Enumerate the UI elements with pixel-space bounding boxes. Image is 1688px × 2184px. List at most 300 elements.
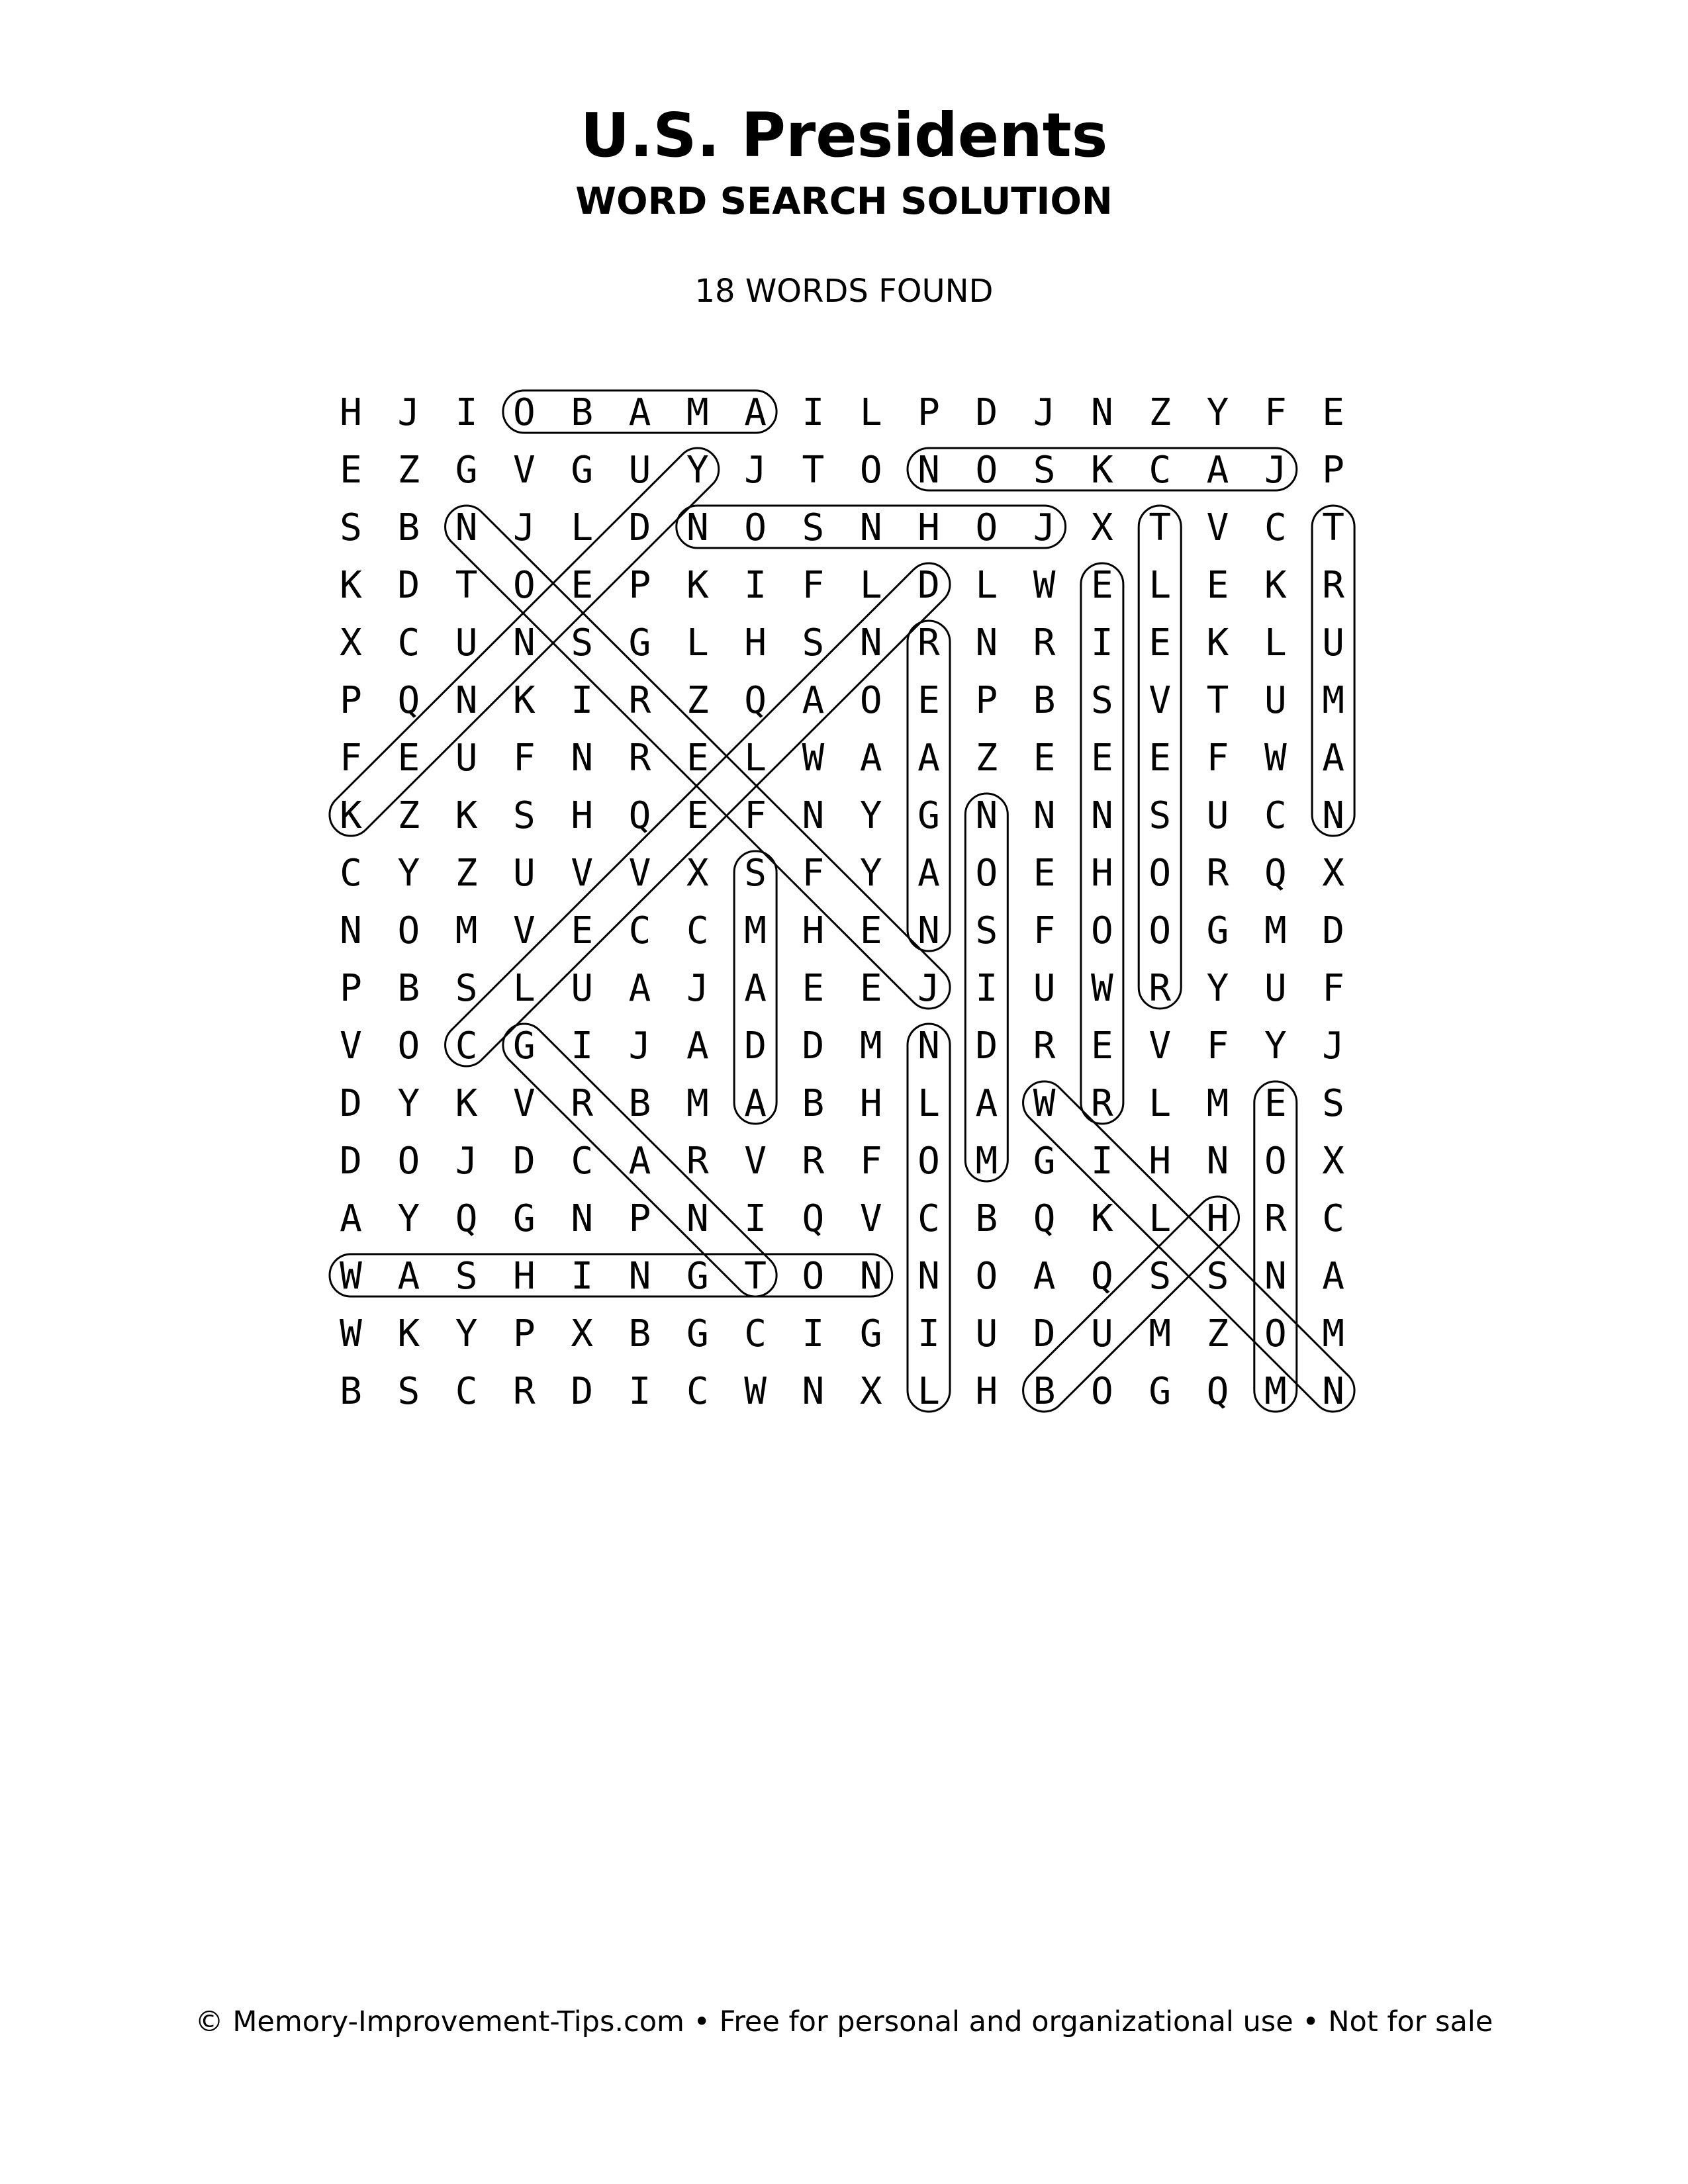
grid-letter: K [340,794,362,837]
grid-letter: R [1264,1197,1287,1240]
grid-letter: E [1091,1024,1113,1068]
grid-letter: M [1149,1312,1172,1355]
grid-letter: D [1322,909,1344,952]
grid-letter: Y [1206,967,1229,1010]
grid-letter: C [455,1370,478,1413]
grid-letter: U [571,967,594,1010]
grid-letter: I [1091,1140,1113,1183]
grid-letter: V [513,449,536,492]
grid-letter: T [1206,679,1229,722]
grid-letter: Y [397,1197,420,1240]
grid-letter: O [1149,852,1172,895]
grid-letter: G [1149,1370,1172,1413]
grid-letter: K [455,1082,478,1125]
grid-letter: C [744,1312,767,1355]
grid-letter: Q [802,1197,825,1240]
grid-letter: K [1091,1197,1113,1240]
grid-letter: R [1033,1024,1056,1068]
grid-letter: F [1264,391,1287,434]
grid-letter: S [571,621,594,664]
grid-letter: R [1206,852,1229,895]
grid-letter: D [975,1024,998,1068]
grid-letter: K [513,679,536,722]
grid-letter: N [1264,1255,1287,1298]
grid-letter: F [802,564,825,607]
grid-letter: Y [455,1312,478,1355]
grid-letter: H [975,1370,998,1413]
grid-letter: M [1264,909,1287,952]
grid-letter: O [397,1140,420,1183]
grid-letter: N [975,794,998,837]
grid-letter: O [1091,909,1113,952]
grid-letter: T [1322,506,1344,549]
grid-letter: F [802,852,825,895]
grid-letter: Y [397,1082,420,1125]
grid-letter: V [859,1197,882,1240]
solution-oval [1312,506,1354,836]
grid-letter: O [1264,1140,1287,1183]
grid-letter: A [975,1082,998,1125]
grid-letter: N [1033,794,1056,837]
grid-letter: L [859,564,882,607]
grid-letter: C [1322,1197,1344,1240]
grid-letter: L [1149,1082,1172,1125]
grid-letter: O [975,506,998,549]
grid-letter: E [686,794,709,837]
grid-letter: C [455,1024,478,1068]
grid-letter: K [455,794,478,837]
grid-letter: N [571,737,594,780]
grid-letter: S [455,967,478,1010]
grid-letter: Z [397,794,420,837]
grid-letter: R [1033,621,1056,664]
grid-letter: G [513,1197,536,1240]
grid-letter: O [1264,1312,1287,1355]
grid-letter: O [513,564,536,607]
grid-letter: P [975,679,998,722]
grid-letter: B [571,391,594,434]
grid-letter: W [744,1370,767,1413]
grid-letter: N [1091,391,1113,434]
grid-letter: C [686,909,709,952]
grid-letter: W [340,1312,362,1355]
grid-letter: V [513,1082,536,1125]
grid-letter: E [1322,391,1344,434]
grid-letter: N [802,794,825,837]
grid-letter: H [571,794,594,837]
grid-letter: F [340,737,362,780]
grid-letter: U [1091,1312,1113,1355]
grid-letter: Z [1149,391,1172,434]
grid-letter: A [1033,1255,1056,1298]
grid-letter: O [859,679,882,722]
grid-letter: L [917,1082,940,1125]
grid-letter: Q [1264,852,1287,895]
grid-letter: O [802,1255,825,1298]
grid-letter: B [975,1197,998,1240]
grid-letter: Y [686,449,709,492]
grid-letter: E [571,909,594,952]
grid-letter: A [628,391,651,434]
grid-letter: O [859,449,882,492]
grid-letter: U [1322,621,1344,664]
grid-letter: I [455,391,478,434]
grid-letter: L [571,506,594,549]
grid-letter: N [917,1024,940,1068]
grid-letter: I [744,564,767,607]
grid-letter: D [340,1082,362,1125]
grid-letter: M [1322,1312,1344,1355]
grid-letter: P [628,1197,651,1240]
grid-letter: C [628,909,651,952]
grid-letter: V [1149,679,1172,722]
page-title: U.S. Presidents [580,100,1108,171]
grid-letter: U [455,621,478,664]
grid-letter: G [1033,1140,1056,1183]
grid-letter: L [1149,564,1172,607]
grid-letter: X [859,1370,882,1413]
grid-letter: H [859,1082,882,1125]
grid-letter: U [1033,967,1056,1010]
grid-letter: L [686,621,709,664]
grid-letter: G [571,449,594,492]
grid-letter: I [571,679,594,722]
grid-letter: C [1149,449,1172,492]
grid-letter: L [975,564,998,607]
grid-letter: N [917,909,940,952]
grid-letter: U [1264,967,1287,1010]
grid-letter: R [917,621,940,664]
grid-letter: D [397,564,420,607]
grid-letter: M [1264,1370,1287,1413]
grid-letter: X [1322,1140,1344,1183]
grid-letter: Z [686,679,709,722]
grid-letter: R [1091,1082,1113,1125]
grid-letter: R [802,1140,825,1183]
grid-letter: Y [859,794,882,837]
grid-letter: S [975,909,998,952]
grid-letter: P [628,564,651,607]
grid-letter: X [571,1312,594,1355]
grid-letter: D [628,506,651,549]
grid-letter: A [628,1140,651,1183]
grid-letter: E [802,967,825,1010]
grid-letter: T [744,1255,767,1298]
grid-letter: H [1149,1140,1172,1183]
grid-letter: I [571,1255,594,1298]
grid-letter: R [1149,967,1172,1010]
grid-letter: F [744,794,767,837]
grid-letter: J [1264,449,1287,492]
grid-letter: F [859,1140,882,1183]
solution-oval [908,621,950,951]
grid-letter: B [802,1082,825,1125]
grid-letter: J [1322,1024,1344,1068]
grid-letter: N [513,621,536,664]
grid-letter: V [340,1024,362,1068]
grid-letter: A [1322,1255,1344,1298]
grid-letter: O [1149,909,1172,952]
grid-letter: K [340,564,362,607]
grid-letter: E [686,737,709,780]
grid-letter: B [397,506,420,549]
grid-letter: A [744,967,767,1010]
grid-letter: G [859,1312,882,1355]
grid-letter: V [1206,506,1229,549]
grid-letter: V [628,852,651,895]
grid-letter: C [1264,794,1287,837]
grid-letter: E [1264,1082,1287,1125]
grid-letter: I [1091,621,1113,664]
grid-letter: I [571,1024,594,1068]
grid-letter: C [1264,506,1287,549]
grid-letter: U [513,852,536,895]
grid-letter: N [628,1255,651,1298]
grid-letter: M [455,909,478,952]
grid-letter: Y [1206,391,1229,434]
grid-letter: E [1206,564,1229,607]
grid-letter: E [1091,564,1113,607]
grid-letter: X [340,621,362,664]
grid-letter: N [1322,1370,1344,1413]
grid-letter: E [1149,737,1172,780]
grid-letter: S [802,621,825,664]
grid-letter: O [1091,1370,1113,1413]
grid-letter: Y [859,852,882,895]
grid-letter: G [686,1312,709,1355]
grid-letter: P [513,1312,536,1355]
grid-letter: N [917,1255,940,1298]
grid-letter: H [744,621,767,664]
grid-letter: N [859,621,882,664]
grid-letter: S [513,794,536,837]
grid-letter: G [917,794,940,837]
grid-letter: R [628,679,651,722]
grid-letter: H [513,1255,536,1298]
grid-letter: J [686,967,709,1010]
grid-letter: S [340,506,362,549]
grid-letter: F [513,737,536,780]
copyright-footer: © Memory-Improvement-Tips.com • Free for personal and organizational use • Not for sale [195,2005,1493,2038]
grid-letter: A [744,391,767,434]
grid-letter: N [917,449,940,492]
solution-oval [1014,1073,1363,1420]
grid-letter: B [1033,1370,1056,1413]
page-subtitle: WORD SEARCH SOLUTION [575,180,1113,223]
grid-letter: J [1033,506,1056,549]
grid-letter: H [1091,852,1113,895]
grid-letter: T [1149,506,1172,549]
grid-letter: Z [397,449,420,492]
grid-letter: G [686,1255,709,1298]
grid-letter: L [859,391,882,434]
grid-letter: I [917,1312,940,1355]
grid-letter: Y [1264,1024,1287,1068]
grid-letter: F [1206,1024,1229,1068]
grid-letter: N [686,506,709,549]
grid-letter: C [397,621,420,664]
grid-letter: J [455,1140,478,1183]
grid-letter: J [917,967,940,1010]
grid-letter: A [397,1255,420,1298]
grid-letter: H [1206,1197,1229,1240]
grid-letter: B [397,967,420,1010]
grid-letter: M [686,1082,709,1125]
grid-letter: S [1033,449,1056,492]
grid-letter: R [1322,564,1344,607]
grid-letter: G [1206,909,1229,952]
grid-letter: W [1033,564,1056,607]
grid-letter: V [571,852,594,895]
grid-letter: X [686,852,709,895]
grid-letter: D [917,564,940,607]
grid-letter: E [1033,852,1056,895]
grid-letter: A [802,679,825,722]
grid-letters [340,391,1344,1413]
grid-letter: S [1091,679,1113,722]
grid-letter: M [686,391,709,434]
grid-letter: N [802,1370,825,1413]
words-found-count: 18 WORDS FOUND [694,273,994,310]
grid-letter: Q [1091,1255,1113,1298]
grid-letter: M [859,1024,882,1068]
grid-letter: K [686,564,709,607]
grid-letter: Q [1206,1370,1229,1413]
grid-letter: S [744,852,767,895]
grid-letter: O [917,1140,940,1183]
grid-letter: O [744,506,767,549]
grid-letter: S [1322,1082,1344,1125]
grid-letter: U [628,449,651,492]
grid-letter: X [1091,506,1113,549]
grid-letter: O [975,852,998,895]
grid-letter: W [1033,1082,1056,1125]
grid-letter: U [1264,679,1287,722]
grid-letter: E [859,909,882,952]
grid-letter: I [802,1312,825,1355]
grid-letter: J [397,391,420,434]
grid-letter: D [975,391,998,434]
grid-letter: P [917,391,940,434]
grid-letter: J [513,506,536,549]
grid-letter: K [1264,564,1287,607]
grid-letter: N [859,1255,882,1298]
grid-letter: F [1033,909,1056,952]
grid-letter: O [975,449,998,492]
grid-letter: N [571,1197,594,1240]
grid-letter: H [917,506,940,549]
grid-letter: I [802,391,825,434]
grid-letter: H [802,909,825,952]
grid-letter: S [397,1370,420,1413]
grid-letter: A [686,1024,709,1068]
grid-letter: B [628,1082,651,1125]
grid-letter: R [571,1082,594,1125]
grid-letter: O [397,1024,420,1068]
grid-letter: N [686,1197,709,1240]
grid-letter: L [1264,621,1287,664]
grid-letter: Q [744,679,767,722]
grid-letter: T [455,564,478,607]
grid-letter: A [917,852,940,895]
grid-letter: B [1033,679,1056,722]
grid-letter: C [686,1370,709,1413]
grid-letter: D [1033,1312,1056,1355]
grid-letter: X [1322,852,1344,895]
grid-letter: M [975,1140,998,1183]
grid-letter: U [455,737,478,780]
grid-letter: E [859,967,882,1010]
grid-letter: D [340,1140,362,1183]
grid-letter: A [340,1197,362,1240]
grid-letter: E [1033,737,1056,780]
grid-letter: S [1149,1255,1172,1298]
grid-letter: L [744,737,767,780]
grid-letter: L [513,967,536,1010]
grid-letter: E [1149,621,1172,664]
grid-letter: O [397,909,420,952]
grid-letter: S [1149,794,1172,837]
grid-letter: N [975,621,998,664]
grid-letter: A [1206,449,1229,492]
grid-letter: C [917,1197,940,1240]
grid-letter: Y [397,852,420,895]
grid-letter: E [1091,737,1113,780]
grid-letter: N [340,909,362,952]
grid-letter: R [628,737,651,780]
grid-letter: W [802,737,825,780]
grid-letter: M [1206,1082,1229,1125]
grid-letter: I [975,967,998,1010]
grid-letter: Q [1033,1197,1056,1240]
grid-letter: Q [397,679,420,722]
grid-letter: L [917,1370,940,1413]
grid-letter: E [917,679,940,722]
grid-letter: I [628,1370,651,1413]
grid-letter: V [1149,1024,1172,1068]
grid-letter: A [859,737,882,780]
grid-letter: E [571,564,594,607]
grid-letter: J [1033,391,1056,434]
grid-letter: N [1206,1140,1229,1183]
grid-letter: N [1091,794,1113,837]
grid-letter: A [744,1082,767,1125]
grid-letter: A [1322,737,1344,780]
grid-letter: R [686,1140,709,1183]
grid-letter: P [340,967,362,1010]
grid-letter: V [513,909,536,952]
grid-letter: A [628,967,651,1010]
grid-letter: G [628,621,651,664]
grid-letter: K [397,1312,420,1355]
grid-letter: E [340,449,362,492]
grid-letter: D [571,1370,594,1413]
grid-letter: Q [455,1197,478,1240]
grid-letter: J [744,449,767,492]
grid-letter: G [513,1024,536,1068]
grid-letter: W [1264,737,1287,780]
grid-letter: K [1091,449,1113,492]
grid-letter: C [340,852,362,895]
grid-letter: R [513,1370,536,1413]
grid-letter: E [397,737,420,780]
grid-letter: N [1322,794,1344,837]
grid-letter: G [455,449,478,492]
grid-letter: K [1206,621,1229,664]
grid-letter: H [340,391,362,434]
grid-letter: L [1149,1197,1172,1240]
grid-letter: W [1091,967,1113,1010]
